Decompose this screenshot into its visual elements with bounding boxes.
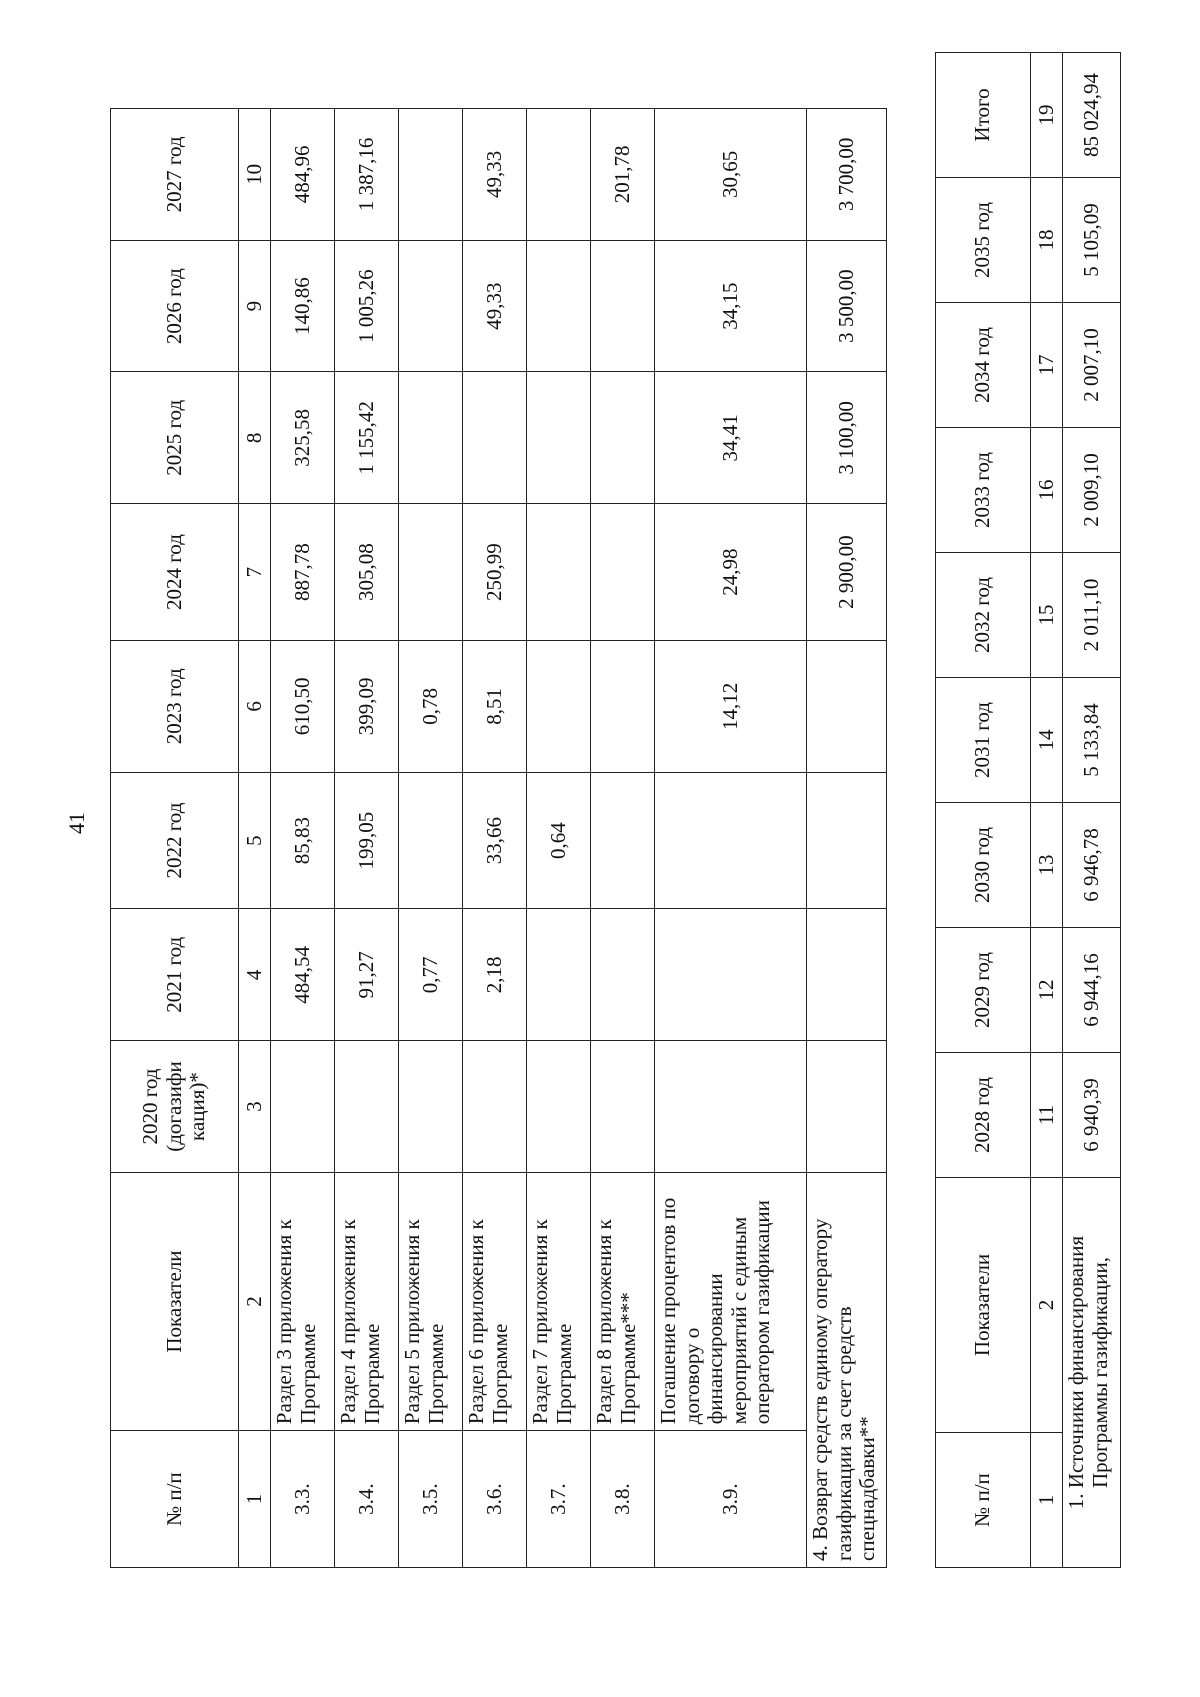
value-cell: 85 024,94 bbox=[1063, 53, 1121, 178]
value-cell bbox=[527, 640, 591, 772]
row-label: Раздел 6 приложения к Программе bbox=[463, 1172, 527, 1430]
value-cell bbox=[591, 240, 655, 372]
value-cell: 3 100,00 bbox=[807, 372, 887, 504]
value-cell bbox=[807, 909, 887, 1041]
row-number: 3.3. bbox=[271, 1431, 335, 1568]
value-cell: 6 944,16 bbox=[1063, 928, 1121, 1053]
value-cell: 0,78 bbox=[399, 640, 463, 772]
col-header: 2033 год bbox=[936, 428, 1031, 553]
index-cell: 4 bbox=[239, 909, 271, 1041]
col-header: 2027 год bbox=[111, 109, 239, 241]
row-label: Раздел 4 приложения к Программе bbox=[335, 1172, 399, 1430]
index-cell: 8 bbox=[239, 372, 271, 504]
value-cell: 1 387,16 bbox=[335, 109, 399, 241]
col-header: 2030 год bbox=[936, 803, 1031, 928]
value-cell bbox=[271, 1041, 335, 1173]
value-cell bbox=[527, 909, 591, 1041]
index-cell: 10 bbox=[239, 109, 271, 241]
index-cell: 18 bbox=[1031, 178, 1063, 303]
value-cell bbox=[399, 372, 463, 504]
value-cell bbox=[591, 640, 655, 772]
index-cell: 17 bbox=[1031, 303, 1063, 428]
value-cell: 887,78 bbox=[271, 504, 335, 641]
index-cell: 9 bbox=[239, 240, 271, 372]
row-label: Раздел 5 приложения к Программе bbox=[399, 1172, 463, 1430]
row-label: 1. Источники финансирования Программы газификации, bbox=[1063, 1178, 1121, 1568]
table-row bbox=[1063, 53, 1121, 1568]
page-number: 41 bbox=[64, 812, 89, 834]
value-cell bbox=[527, 372, 591, 504]
value-cell: 1 155,42 bbox=[335, 372, 399, 504]
col-header: 2029 год bbox=[936, 928, 1031, 1053]
col-header: 2023 год bbox=[111, 640, 239, 772]
value-cell bbox=[527, 240, 591, 372]
index-cell: 13 bbox=[1031, 803, 1063, 928]
index-cell: 1 bbox=[1031, 1433, 1063, 1568]
table-indicators-2028-2035 bbox=[935, 52, 1121, 1568]
value-cell: 5 133,84 bbox=[1063, 678, 1121, 803]
row-label: Раздел 7 приложения к Программе bbox=[527, 1172, 591, 1430]
value-cell: 199,05 bbox=[335, 772, 399, 909]
value-cell: 5 105,09 bbox=[1063, 178, 1121, 303]
index-cell: 2 bbox=[239, 1172, 271, 1430]
value-cell bbox=[527, 109, 591, 241]
col-header: № п/п bbox=[111, 1431, 239, 1568]
row-number: 3.5. bbox=[399, 1431, 463, 1568]
col-header: 2026 год bbox=[111, 240, 239, 372]
index-cell: 14 bbox=[1031, 678, 1063, 803]
value-cell: 49,33 bbox=[463, 109, 527, 241]
table-row bbox=[591, 109, 655, 1568]
column-index-row bbox=[239, 109, 271, 1568]
value-cell: 325,58 bbox=[271, 372, 335, 504]
table-indicators-2020-2027 bbox=[110, 108, 887, 1568]
index-cell: 12 bbox=[1031, 928, 1063, 1053]
value-cell: 2 900,00 bbox=[807, 504, 887, 641]
index-cell: 1 bbox=[239, 1431, 271, 1568]
value-cell: 6 940,39 bbox=[1063, 1053, 1121, 1178]
value-cell: 8,51 bbox=[463, 640, 527, 772]
index-cell: 16 bbox=[1031, 428, 1063, 553]
value-cell bbox=[591, 1041, 655, 1173]
value-cell: 3 500,00 bbox=[807, 240, 887, 372]
col-header: 2031 год bbox=[936, 678, 1031, 803]
row-number: 3.4. bbox=[335, 1431, 399, 1568]
col-header: Показатели bbox=[111, 1172, 239, 1430]
value-cell bbox=[807, 1041, 887, 1173]
col-header: Показатели bbox=[936, 1178, 1031, 1433]
col-header: 2034 год bbox=[936, 303, 1031, 428]
value-cell: 34,41 bbox=[655, 372, 807, 504]
col-header: 2035 год bbox=[936, 178, 1031, 303]
value-cell bbox=[655, 1041, 807, 1173]
index-cell: 3 bbox=[239, 1041, 271, 1173]
value-cell bbox=[591, 372, 655, 504]
value-cell: 399,09 bbox=[335, 640, 399, 772]
table-row bbox=[399, 109, 463, 1568]
row-label: Погашение процентов по договору о финансировании мероприятий с единым оператором газификации bbox=[655, 1172, 807, 1430]
value-cell bbox=[807, 640, 887, 772]
table-row bbox=[271, 109, 335, 1568]
row-number: 3.6. bbox=[463, 1431, 527, 1568]
value-cell bbox=[591, 504, 655, 641]
row-number: 3.8. bbox=[591, 1431, 655, 1568]
column-index-row bbox=[1031, 53, 1063, 1568]
table-row bbox=[655, 109, 807, 1568]
value-cell bbox=[463, 372, 527, 504]
col-header: 2022 год bbox=[111, 772, 239, 909]
index-cell: 6 bbox=[239, 640, 271, 772]
value-cell: 91,27 bbox=[335, 909, 399, 1041]
value-cell: 2 011,10 bbox=[1063, 553, 1121, 678]
value-cell: 1 005,26 bbox=[335, 240, 399, 372]
col-header: Итого bbox=[936, 53, 1031, 178]
row-label: Раздел 8 приложения к Программе*** bbox=[591, 1172, 655, 1430]
value-cell bbox=[655, 772, 807, 909]
value-cell bbox=[399, 504, 463, 641]
index-cell: 5 bbox=[239, 772, 271, 909]
col-header: 2025 год bbox=[111, 372, 239, 504]
table-header-row bbox=[111, 109, 239, 1568]
value-cell bbox=[399, 772, 463, 909]
table-row bbox=[527, 109, 591, 1568]
value-cell: 0,64 bbox=[527, 772, 591, 909]
value-cell bbox=[655, 909, 807, 1041]
value-cell: 140,86 bbox=[271, 240, 335, 372]
col-header: 2021 год bbox=[111, 909, 239, 1041]
value-cell: 0,77 bbox=[399, 909, 463, 1041]
table-row bbox=[463, 109, 527, 1568]
col-header: 2028 год bbox=[936, 1053, 1031, 1178]
value-cell bbox=[399, 240, 463, 372]
value-cell bbox=[527, 1041, 591, 1173]
col-header: № п/п bbox=[936, 1433, 1031, 1568]
table-row-total bbox=[807, 109, 887, 1568]
value-cell: 33,66 bbox=[463, 772, 527, 909]
value-cell bbox=[463, 1041, 527, 1173]
value-cell: 6 946,78 bbox=[1063, 803, 1121, 928]
value-cell bbox=[591, 909, 655, 1041]
value-cell: 484,54 bbox=[271, 909, 335, 1041]
value-cell bbox=[807, 772, 887, 909]
value-cell bbox=[399, 109, 463, 241]
col-header: 2024 год bbox=[111, 504, 239, 641]
index-cell: 11 bbox=[1031, 1053, 1063, 1178]
value-cell: 14,12 bbox=[655, 640, 807, 772]
value-cell bbox=[399, 1041, 463, 1173]
value-cell: 250,99 bbox=[463, 504, 527, 641]
index-cell: 7 bbox=[239, 504, 271, 641]
index-cell: 2 bbox=[1031, 1178, 1063, 1433]
value-cell: 610,50 bbox=[271, 640, 335, 772]
value-cell: 85,83 bbox=[271, 772, 335, 909]
index-cell: 15 bbox=[1031, 553, 1063, 678]
col-header: 2020 год (догазифи кация)* bbox=[111, 1041, 239, 1173]
value-cell: 24,98 bbox=[655, 504, 807, 641]
value-cell bbox=[527, 504, 591, 641]
row-label: 4. Возврат средств единому оператору газификации за счет средств спецнадбавки** bbox=[807, 1172, 887, 1567]
value-cell: 3 700,00 bbox=[807, 109, 887, 241]
row-label: Раздел 3 приложения к Программе bbox=[271, 1172, 335, 1430]
value-cell: 2 007,10 bbox=[1063, 303, 1121, 428]
row-number: 3.7. bbox=[527, 1431, 591, 1568]
index-cell: 19 bbox=[1031, 53, 1063, 178]
value-cell bbox=[591, 772, 655, 909]
row-number: 3.9. bbox=[655, 1431, 807, 1568]
value-cell: 30,65 bbox=[655, 109, 807, 241]
col-header: 2032 год bbox=[936, 553, 1031, 678]
value-cell: 484,96 bbox=[271, 109, 335, 241]
table-row bbox=[335, 109, 399, 1568]
value-cell: 2,18 bbox=[463, 909, 527, 1041]
value-cell bbox=[335, 1041, 399, 1173]
table-header-row bbox=[936, 53, 1031, 1568]
value-cell: 49,33 bbox=[463, 240, 527, 372]
value-cell: 34,15 bbox=[655, 240, 807, 372]
value-cell: 305,08 bbox=[335, 504, 399, 641]
value-cell: 2 009,10 bbox=[1063, 428, 1121, 553]
value-cell: 201,78 bbox=[591, 109, 655, 241]
